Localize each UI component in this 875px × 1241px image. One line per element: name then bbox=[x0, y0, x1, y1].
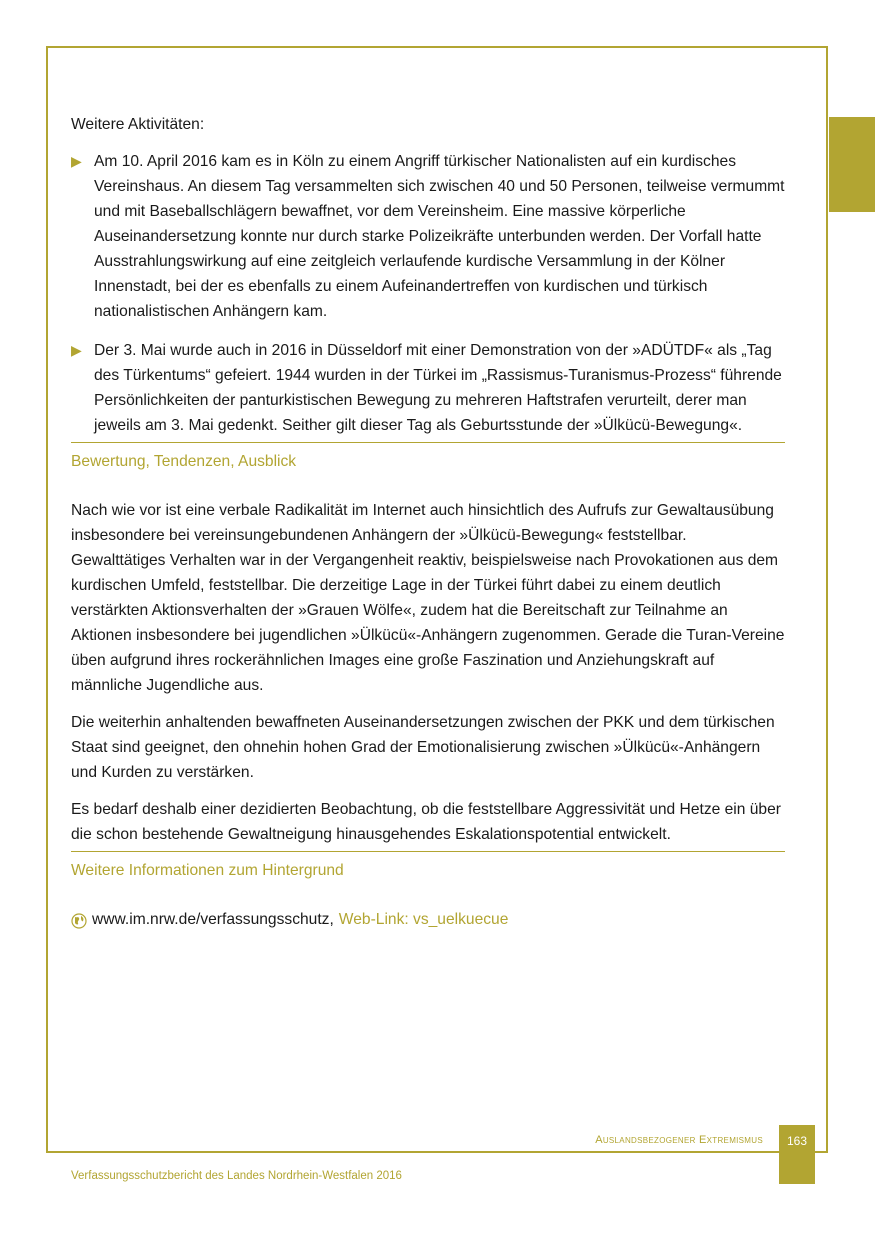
bullet-text: Am 10. April 2016 kam es in Köln zu einem Angriff türkischer Nationalisten auf ein kurdisches Vereinshaus. An diesem Tag versammelten sich zwischen 40 und 50 Personen, teilweise vermummt und mit Baseballschlägern bewaffnet, vor dem Vereinsheim. Eine massive körperliche Auseinandersetzung konnte nur durch starke Polizeikräfte unterbunden werden. Der Vorfall hatte Ausstrahlungswirkung auf eine zeitgleich verlaufende kurdische Versammlung in der Kölner Innenstadt, bei der es ebenfalls zu einem Aufeinandertreffen von kurdischen und türkisch nationalistischen Anhängern kam. bbox=[94, 153, 785, 320]
chapter-tab bbox=[829, 117, 875, 212]
paragraph: Es bedarf deshalb einer dezidierten Beobachtung, ob die feststellbare Aggressivität und Hetze ein über die schon bestehende Gewaltneigung hinausgehendes Eskalationspotential entwickelt. bbox=[71, 801, 781, 843]
bullet-text: Der 3. Mai wurde auch in 2016 in Düsseldorf mit einer Demonstration von der »ADÜTDF« als „Tag des Türkentums“ gefeiert. 1944 wurden in der Türkei im „Rassismus-Turanismus-Prozess“ führende Persönlichkeiten der panturkistischen Bewegung zu mehreren Haftstrafen verurteilt, derer man jeweils am 3. Mai gedenkt. Seither gilt dieser Tag als Geburtsstunde der »Ülkücü-Bewegung«. bbox=[94, 342, 782, 434]
section-divider bbox=[71, 442, 785, 443]
section-heading-info: Weitere Informationen zum Hintergrund bbox=[71, 862, 344, 879]
url-text: www.im.nrw.de/verfassungsschutz, bbox=[92, 911, 334, 928]
footer-document-title: Verfassungsschutzbericht des Landes Nordrhein-Westfalen 2016 bbox=[71, 1170, 402, 1182]
footer-section-title: Auslandsbezogener Extremismus bbox=[595, 1134, 763, 1146]
bullet-item bbox=[71, 149, 785, 324]
page-number: 163 bbox=[779, 1125, 815, 1184]
globe-icon bbox=[71, 912, 87, 928]
triangle-bullet-icon: ▶ bbox=[71, 153, 82, 169]
weblink-row bbox=[71, 907, 785, 932]
bullet-item bbox=[71, 338, 785, 438]
paragraph: Nach wie vor ist eine verbale Radikalität im Internet auch hinsichtlich des Aufrufs zur Gewaltausübung insbesondere bei vereinsungebundenen Anhängern der »Ülkücü-Bewegung« feststellbar. Gewalttätiges Verhalten war in der Vergangenheit reaktiv, beispielsweise nach Provokationen aus dem kurdischen Umfeld, feststellbar. Die derzeitige Lage in der Türkei führt dabei zu einem deutlich verstärkten Aktionsverhalten der »Grauen Wölfe«, zudem hat die Bereitschaft zur Teilnahme an Aktionen insbesondere bei jugendlichen »Ülkücü«-Anhängern zugenommen. Gerade die Turan-Vereine üben aufgrund ihres rockerähnlichen Images eine große Faszination und Anziehungskraft auf männliche Jugendliche aus. bbox=[71, 502, 785, 694]
intro-label: Weitere Aktivitäten: bbox=[71, 116, 205, 133]
section-heading-assessment: Bewertung, Tendenzen, Ausblick bbox=[71, 453, 297, 470]
triangle-bullet-icon: ▶ bbox=[71, 342, 82, 358]
main-content bbox=[71, 112, 785, 932]
web-link[interactable]: Web-Link: vs_uelkuecue bbox=[338, 911, 509, 928]
paragraph: Die weiterhin anhaltenden bewaffneten Auseinandersetzungen zwischen der PKK und dem türkischen Staat sind geeignet, den ohnehin hohen Grad der Emotionalisierung zwischen »Ülkücü«-Anhängern und Kurden zu verstärken. bbox=[71, 714, 775, 781]
section-divider bbox=[71, 851, 785, 852]
